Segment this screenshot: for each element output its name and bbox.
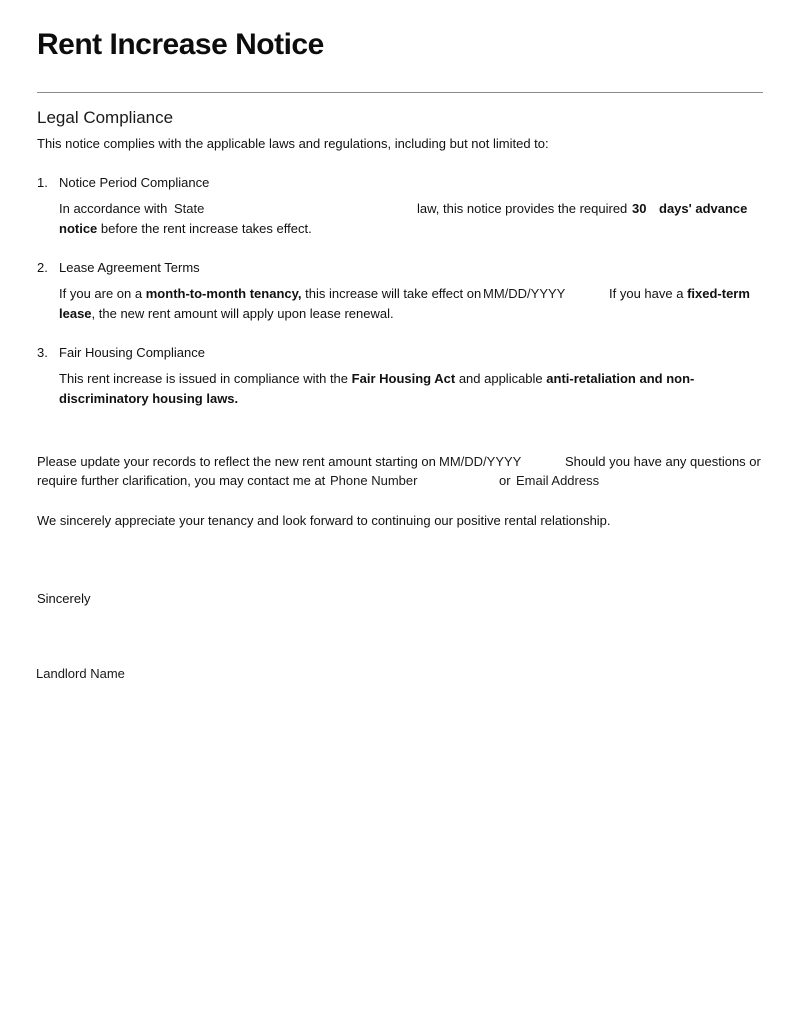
item-2-text-c: lease, the new rent amount will apply upon lease renewal. — [59, 306, 394, 321]
item-3-heading: Fair Housing Compliance — [59, 345, 205, 360]
intro-text: This notice complies with the applicable laws and regulations, including but not limited to: — [37, 136, 549, 151]
item-1-text-c: notice before the rent increase takes effect. — [59, 221, 312, 236]
or-text: or — [499, 473, 511, 488]
effective-date-field[interactable]: MM/DD/YYYY — [483, 286, 566, 301]
item-1-heading: Notice Period Compliance — [59, 175, 210, 190]
update-text-c: require further clarification, you may contact me at — [37, 473, 326, 488]
item-3-text-b: discriminatory housing laws. — [59, 391, 239, 406]
start-date-field[interactable]: MM/DD/YYYY — [439, 454, 522, 469]
item-2-text-a: If you are on a month-to-month tenancy, this increase will take effect on — [59, 286, 482, 301]
item-2-heading: Lease Agreement Terms — [59, 260, 200, 275]
appreciation-text: We sincerely appreciate your tenancy and look forward to continuing our positive rental relationship. — [37, 513, 611, 528]
days-field[interactable]: 30 — [632, 201, 647, 216]
item-3-text-a: This rent increase is issued in compliance with the Fair Housing Act and applicable anti-retaliation and non- — [59, 371, 695, 386]
closing-text: Sincerely — [37, 591, 91, 606]
divider — [37, 92, 763, 93]
item-3-number: 3. — [37, 345, 48, 360]
state-field[interactable]: State — [174, 201, 205, 216]
update-text-a: Please update your records to reflect the new rent amount starting on — [37, 454, 436, 469]
landlord-name-field[interactable]: Landlord Name — [36, 666, 125, 681]
email-field[interactable]: Email Address — [516, 473, 600, 488]
phone-field[interactable]: Phone Number — [330, 473, 418, 488]
days-label: days' advance — [659, 201, 748, 216]
section-heading: Legal Compliance — [37, 108, 174, 127]
page-title: Rent Increase Notice — [37, 28, 324, 61]
item-1-text-b: law, this notice provides the required — [417, 201, 628, 216]
item-1-number: 1. — [37, 175, 48, 190]
item-1-text-a: In accordance with — [59, 201, 168, 216]
update-text-b: Should you have any questions or — [565, 454, 761, 469]
item-2-text-b: If you have a fixed-term — [609, 286, 750, 301]
item-2-number: 2. — [37, 260, 48, 275]
